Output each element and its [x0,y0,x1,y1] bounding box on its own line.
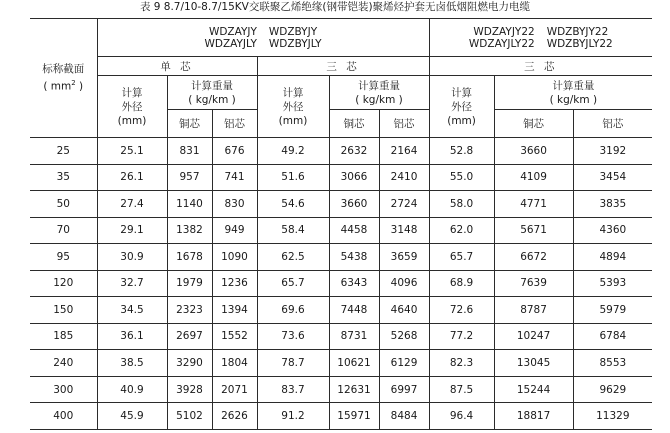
table-cell: 6129 [379,350,429,377]
table-cell: 3066 [329,164,379,191]
table-cell: 830 [212,191,257,218]
header-three-core-b: 三 芯 [429,57,652,76]
table-row [30,350,652,377]
table-row [30,217,652,244]
table-cell: 676 [212,138,257,165]
table-cell: 5979 [573,297,652,324]
table-body [30,138,652,430]
table-cell: 5393 [573,270,652,297]
table-cell: 1236 [212,270,257,297]
table-cell: 6672 [494,244,573,271]
table-cell: 3148 [379,217,429,244]
table-cell: 150 [30,297,97,324]
table-cell: 52.8 [429,138,494,165]
table-cell: 5671 [494,217,573,244]
table-cell: 35 [30,164,97,191]
table-cell: 1678 [167,244,212,271]
table-cell: 6784 [573,323,652,350]
table-cell: 11329 [573,403,652,430]
table-cell: 2323 [167,297,212,324]
header-copper-a: 铜芯 [167,110,212,138]
table-cell: 50 [30,191,97,218]
header-aluminum-b: 铝芯 [379,110,429,138]
table-cell: 3928 [167,376,212,403]
table-cell: 4096 [379,270,429,297]
table-caption: 表 9 8.7/10-8.7/15KV交联聚乙烯绝缘(钢带铠装)聚烯烃护套无卤低烟阻燃电力电缆 [139,1,531,13]
table-cell: 8484 [379,403,429,430]
table-cell: 4640 [379,297,429,324]
table-cell: 7448 [329,297,379,324]
table-row [30,297,652,324]
table-cell: 65.7 [429,244,494,271]
table-cell: 5268 [379,323,429,350]
table-cell: 2164 [379,138,429,165]
table-cell: 8731 [329,323,379,350]
table-cell: 1394 [212,297,257,324]
table-row [30,403,652,430]
header-three-core-a: 三 芯 [257,57,429,76]
table-cell: 400 [30,403,97,430]
table-cell: 3835 [573,191,652,218]
header-aluminum-c: 铝芯 [573,110,652,138]
header-group-a-models: WDZAYJY WDZBYJY WDZAYJLY WDZBYJLY [97,19,429,57]
table-cell: 5438 [329,244,379,271]
header-nominal-section: 标称截面 ( $mm^2$ ) [30,19,97,138]
table-cell: 185 [30,323,97,350]
header-aluminum-a: 铝芯 [212,110,257,138]
table-row [30,191,652,218]
table-cell: 5102 [167,403,212,430]
table-cell: 7639 [494,270,573,297]
table-cell: 831 [167,138,212,165]
header-outer-diameter-a: 计算 外径 (mm) [97,76,167,138]
table-cell: 2632 [329,138,379,165]
table-cell: 32.7 [97,270,167,297]
table-cell: 120 [30,270,97,297]
table-cell: 2626 [212,403,257,430]
table-row [30,323,652,350]
table-cell: 58.0 [429,191,494,218]
table-cell: 949 [212,217,257,244]
table-cell: 4458 [329,217,379,244]
table-cell: 68.9 [429,270,494,297]
table-cell: 65.7 [257,270,329,297]
table-cell: 3660 [329,191,379,218]
table-cell: 2697 [167,323,212,350]
table-cell: 30.9 [97,244,167,271]
table-cell: 78.7 [257,350,329,377]
table-cell: 36.1 [97,323,167,350]
table-cell: 6343 [329,270,379,297]
table-cell: 4894 [573,244,652,271]
header-outer-diameter-c: 计算 外径 (mm) [429,76,494,138]
table-cell: 10247 [494,323,573,350]
table-cell: 72.6 [429,297,494,324]
table-cell: 2071 [212,376,257,403]
table-cell: 49.2 [257,138,329,165]
table-cell: 58.4 [257,217,329,244]
table-cell: 3192 [573,138,652,165]
table-cell: 29.1 [97,217,167,244]
table-cell: 83.7 [257,376,329,403]
header-weight-a: 计算重量 ( kg/km ) [167,76,257,110]
table-cell: 25 [30,138,97,165]
table-cell: 9629 [573,376,652,403]
table-cell: 3660 [494,138,573,165]
cable-spec-table [30,18,652,430]
table-cell: 77.2 [429,323,494,350]
table-cell: 34.5 [97,297,167,324]
table-cell: 8553 [573,350,652,377]
table-cell: 62.5 [257,244,329,271]
table-cell: 1140 [167,191,212,218]
table-cell: 45.9 [97,403,167,430]
table-cell: 73.6 [257,323,329,350]
table-cell: 6997 [379,376,429,403]
table-cell: 2410 [379,164,429,191]
table-cell: 12631 [329,376,379,403]
table-cell: 27.4 [97,191,167,218]
table-row [30,138,652,165]
table-row [30,164,652,191]
table-cell: 69.6 [257,297,329,324]
table-cell: 15971 [329,403,379,430]
table-cell: 95 [30,244,97,271]
table-cell: 18817 [494,403,573,430]
header-copper-b: 铜芯 [329,110,379,138]
table-cell: 1552 [212,323,257,350]
table-cell: 62.0 [429,217,494,244]
table-cell: 1979 [167,270,212,297]
table-cell: 13045 [494,350,573,377]
table-cell: 91.2 [257,403,329,430]
table-cell: 957 [167,164,212,191]
table-cell: 25.1 [97,138,167,165]
table-cell: 70 [30,217,97,244]
table-cell: 96.4 [429,403,494,430]
header-group-b-models: WDZAYJY22 WDZBYJY22 WDZAYJLY22 WDZBYJLY22 [429,19,652,57]
table-cell: 4771 [494,191,573,218]
header-copper-c: 铜芯 [494,110,573,138]
table-cell: 55.0 [429,164,494,191]
table-cell: 38.5 [97,350,167,377]
table-cell: 1382 [167,217,212,244]
table-cell: 40.9 [97,376,167,403]
table-row [30,270,652,297]
table-cell: 15244 [494,376,573,403]
table-cell: 10621 [329,350,379,377]
table-cell: 51.6 [257,164,329,191]
table-row [30,376,652,403]
table-cell: 3454 [573,164,652,191]
table-cell: 82.3 [429,350,494,377]
table-cell: 3290 [167,350,212,377]
table-cell: 54.6 [257,191,329,218]
table-cell: 26.1 [97,164,167,191]
table-cell: 1804 [212,350,257,377]
table-cell: 8787 [494,297,573,324]
table-cell: 1090 [212,244,257,271]
table-cell: 3659 [379,244,429,271]
header-weight-b: 计算重量 ( kg/km ) [329,76,429,110]
table-cell: 4109 [494,164,573,191]
table-cell: 4360 [573,217,652,244]
table-cell: 87.5 [429,376,494,403]
table-cell: 300 [30,376,97,403]
table-row [30,244,652,271]
table-cell: 741 [212,164,257,191]
header-weight-c: 计算重量 ( kg/km ) [494,76,652,110]
table-cell: 240 [30,350,97,377]
header-single-core: 单 芯 [97,57,257,76]
header-outer-diameter-b: 计算 外径 (mm) [257,76,329,138]
table-cell: 2724 [379,191,429,218]
